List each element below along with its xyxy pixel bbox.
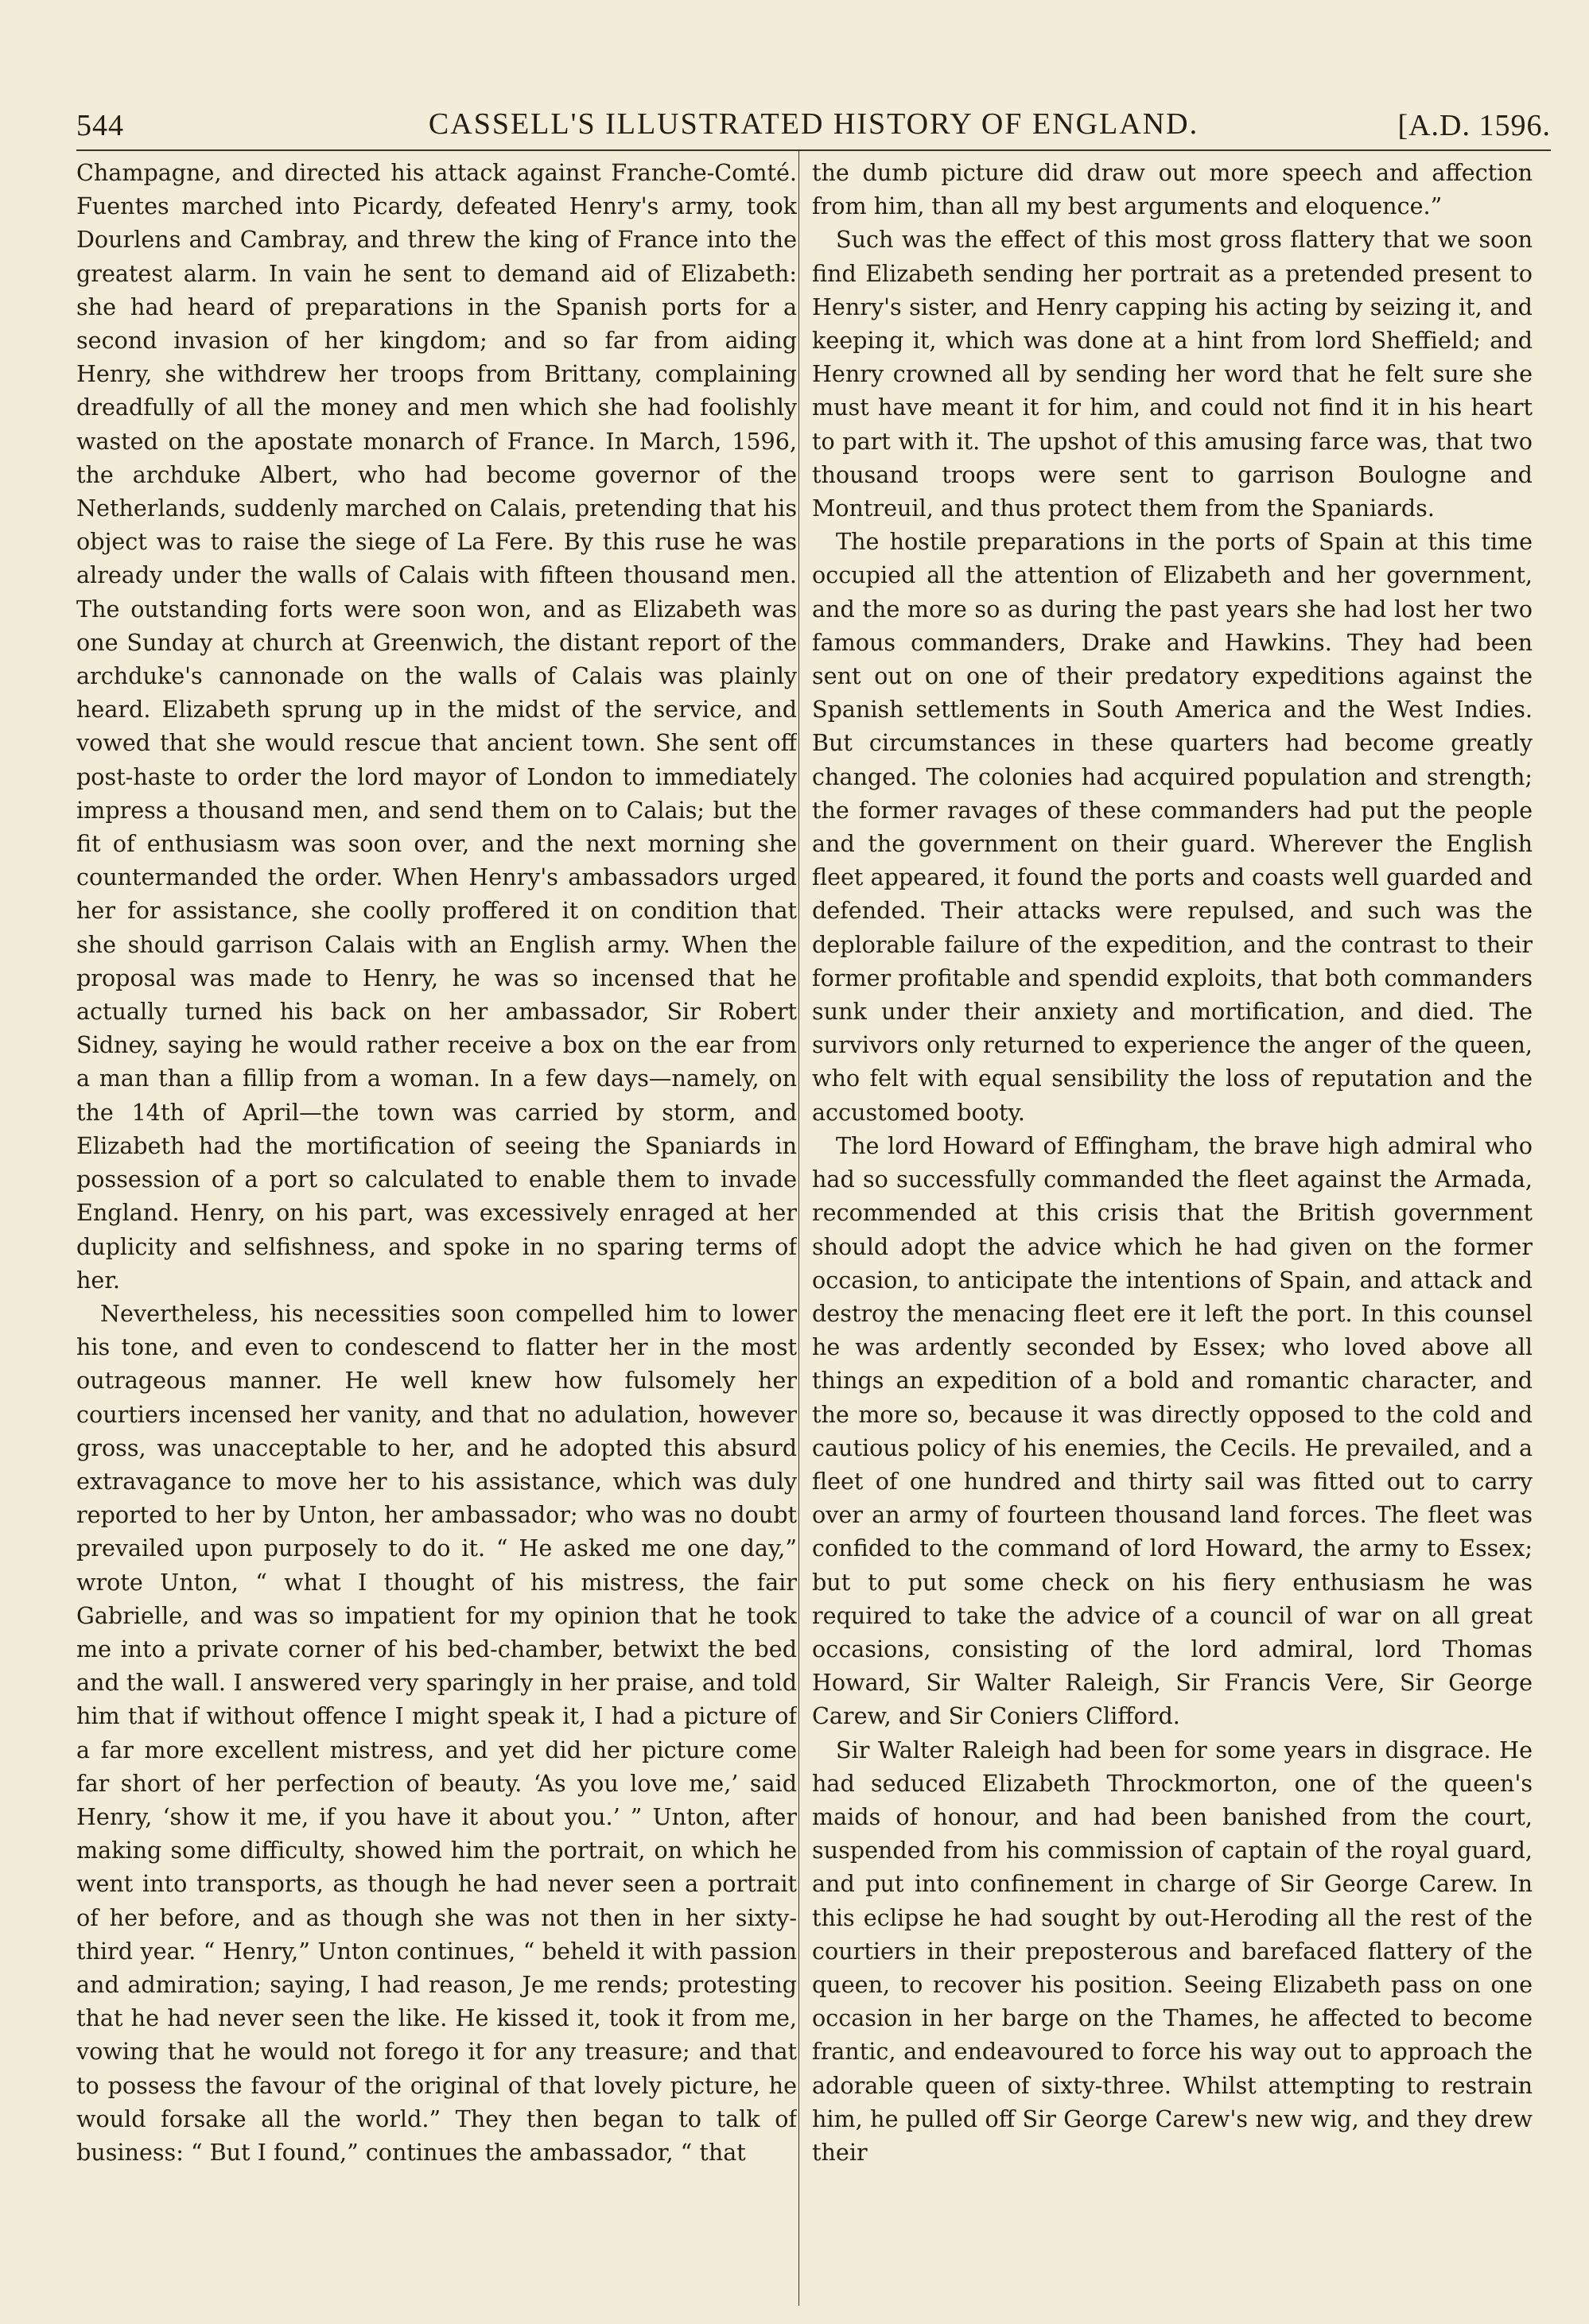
header-rule (76, 149, 1551, 151)
paragraph: Champagne, and directed his attack against Franche-Comté. Fuentes marched into Picardy, defeated Henry's army, took Dourlens and Cambray, and threw the king of France into the greatest alarm. In vain he sent to demand aid of Elizabeth: she had heard of preparations in the Spanish ports for a second invasion of her kingdom; and so far from aiding Henry, she withdrew her troops from Brittany, complaining dreadfully of all the money and men which she had foolishly wasted on the apostate monarch of France. In March, 1596, the archduke Albert, who had become governor of the Netherlands, suddenly marched on Calais, pretending that his object was to raise the siege of La Fere. By this ruse he was already under the walls of Calais with fifteen thousand men. The outstanding forts were soon won, and as Elizabeth was one Sunday at church at Greenwich, the distant report of the archduke's cannonade on the walls of Calais was plainly heard. Elizabeth sprung up in the midst of the service, and vowed that she would rescue that ancient town. She sent off post-haste to order the lord mayor of London to immediately impress a thousand men, and send them on to Calais; but the fit of enthusiasm was soon over, and the next morning she countermanded the order. When Henry's ambassadors urged her for assistance, she coolly proffered it on condition that she should garrison Calais with an English army. When the proposal was made to Henry, he was so incensed that he actually turned his back on her ambassador, Sir Robert Sidney, saying he would rather receive a box on the ear from a man than a fillip from a woman. In a few days—namely, on the 14th of April—the town was carried by storm, and Elizabeth had the mortification of seeing the Spaniards in possession of a port so calculated to enable them to invade England. Henry, on his part, was excessively enraged at her duplicity and selfishness, and spoke in no sparing terms of her. (76, 159, 797, 1294)
paragraph: the dumb picture did draw out more speech and affection from him, than all my best arguments and eloquence.” (812, 159, 1533, 220)
paragraph: The hostile preparations in the ports of Spain at this time occupied all the attention of Elizabeth and her government, and the more so as during the past years she had lost her two famous commanders, Drake and Hawkins. They had been sent out on one of their predatory expeditions against the Spanish settlements in South America and the West Indies. But circumstances in these quarters had become greatly changed. The colonies had acquired population and strength; the former ravages of these commanders had put the people and the government on their guard. Wherever the English fleet appeared, it found the ports and coasts well guarded and defended. Their attacks were repulsed, and such was the deplorable failure of the expedition, and the contrast to their former profitable and spendid exploits, that both commanders sunk under their anxiety and mortification, and died. The survivors only returned to experience the anger of the queen, who felt with equal sensibility the loss of reputation and the accustomed booty. (812, 528, 1533, 1126)
left-column (76, 156, 797, 2303)
paragraph: Nevertheless, his necessities soon compelled him to lower his tone, and even to condescend to flatter her in the most outrageous manner. He well knew how fulsomely her courtiers incensed her vanity, and that no adulation, however gross, was unacceptable to her, and he adopted this absurd extravagance to move her to his assistance, which was duly reported to her by Unton, her ambassador; who was no doubt prevailed upon purposely to do it. “ He asked me one day,” wrote Unton, “ what I thought of his mistress, the fair Gabrielle, and was so impatient for my opinion that he took me into a private corner of his bed-chamber, betwixt the bed and the wall. I answered very sparingly in her praise, and told him that if without offence I might speak it, I had a picture of a far more excellent mistress, and yet did her picture come far short of her perfection of beauty. ‘As you love me,’ said Henry, ‘show it me, if you have it about you.’ ” Unton, after making some difficulty, showed him the portrait, on which he went into transports, as though he had never seen a portrait of her before, and as though she was not then in her sixty-third year. “ Henry,” Unton continues, “ beheld it with passion and admiration; saying, I had reason, Je me rends; protesting that he had never seen the like. He kissed it, took it from me, vowing that he would not forego it for any treasure; and that to possess the favour of the original of that lovely picture, he would forsake all the world.” They then began to talk of business: “ But I found,” continues the ambassador, “ that (76, 1299, 797, 2166)
right-column (812, 156, 1533, 2303)
column-divider (798, 151, 799, 2306)
running-header (76, 102, 1551, 148)
paragraph: Sir Walter Raleigh had been for some years in disgrace. He had seduced Elizabeth Throckmorton, one of the queen's maids of honour, and had been banished from the court, suspended from his commission of captain of the royal guard, and put into confinement in charge of Sir George Carew. In this eclipse he had sought by out-Heroding all the rest of the courtiers in their preposterous and barefaced flattery of the queen, to recover his position. Seeing Elizabeth pass on one occasion in her barge on the Thames, he affected to become frantic, and endeavoured to force his way out to approach the adorable queen of sixty-three. Whilst attempting to restrain him, he pulled off Sir George Carew's new wig, and they drew their (812, 1736, 1533, 2166)
book-title: CASSELL'S ILLUSTRATED HISTORY OF ENGLAND. (428, 107, 1199, 141)
date-label: [A.D. 1596. (1397, 109, 1551, 142)
paragraph: Such was the effect of this most gross flattery that we soon find Elizabeth sending her portrait as a pretended present to Henry's sister, and Henry capping his acting by seizing it, and keeping it, which was done at a hint from lord Sheffield; and Henry crowned all by sending her word that he felt sure she must have meant it for him, and could not find it in his heart to part with it. The upshot of this amusing farce was, that two thousand troops were sent to garrison Boulogne and Montreuil, and thus protect them from the Spaniards. (812, 226, 1533, 522)
page-number: 544 (76, 109, 124, 142)
paragraph: The lord Howard of Effingham, the brave high admiral who had so successfully commanded the fleet against the Armada, recommended at this crisis that the British government should adopt the advice which he had given on the former occasion, to anticipate the intentions of Spain, and attack and destroy the menacing fleet ere it left the port. In this counsel he was ardently seconded by Essex; who loved above all things an expedition of a bold and romantic character, and the more so, because it was directly opposed to the cold and cautious policy of his enemies, the Cecils. He prevailed, and a fleet of one hundred and thirty sail was fitted out to carry over an army of fourteen thousand land forces. The fleet was confided to the command of lord Howard, the army to Essex; but to put some check on his fiery enthusiasm he was required to take the advice of a council of war on all great occasions, consisting of the lord admiral, lord Thomas Howard, Sir Walter Raleigh, Sir Francis Vere, Sir George Carew, and Sir Coniers Clifford. (812, 1131, 1533, 1730)
